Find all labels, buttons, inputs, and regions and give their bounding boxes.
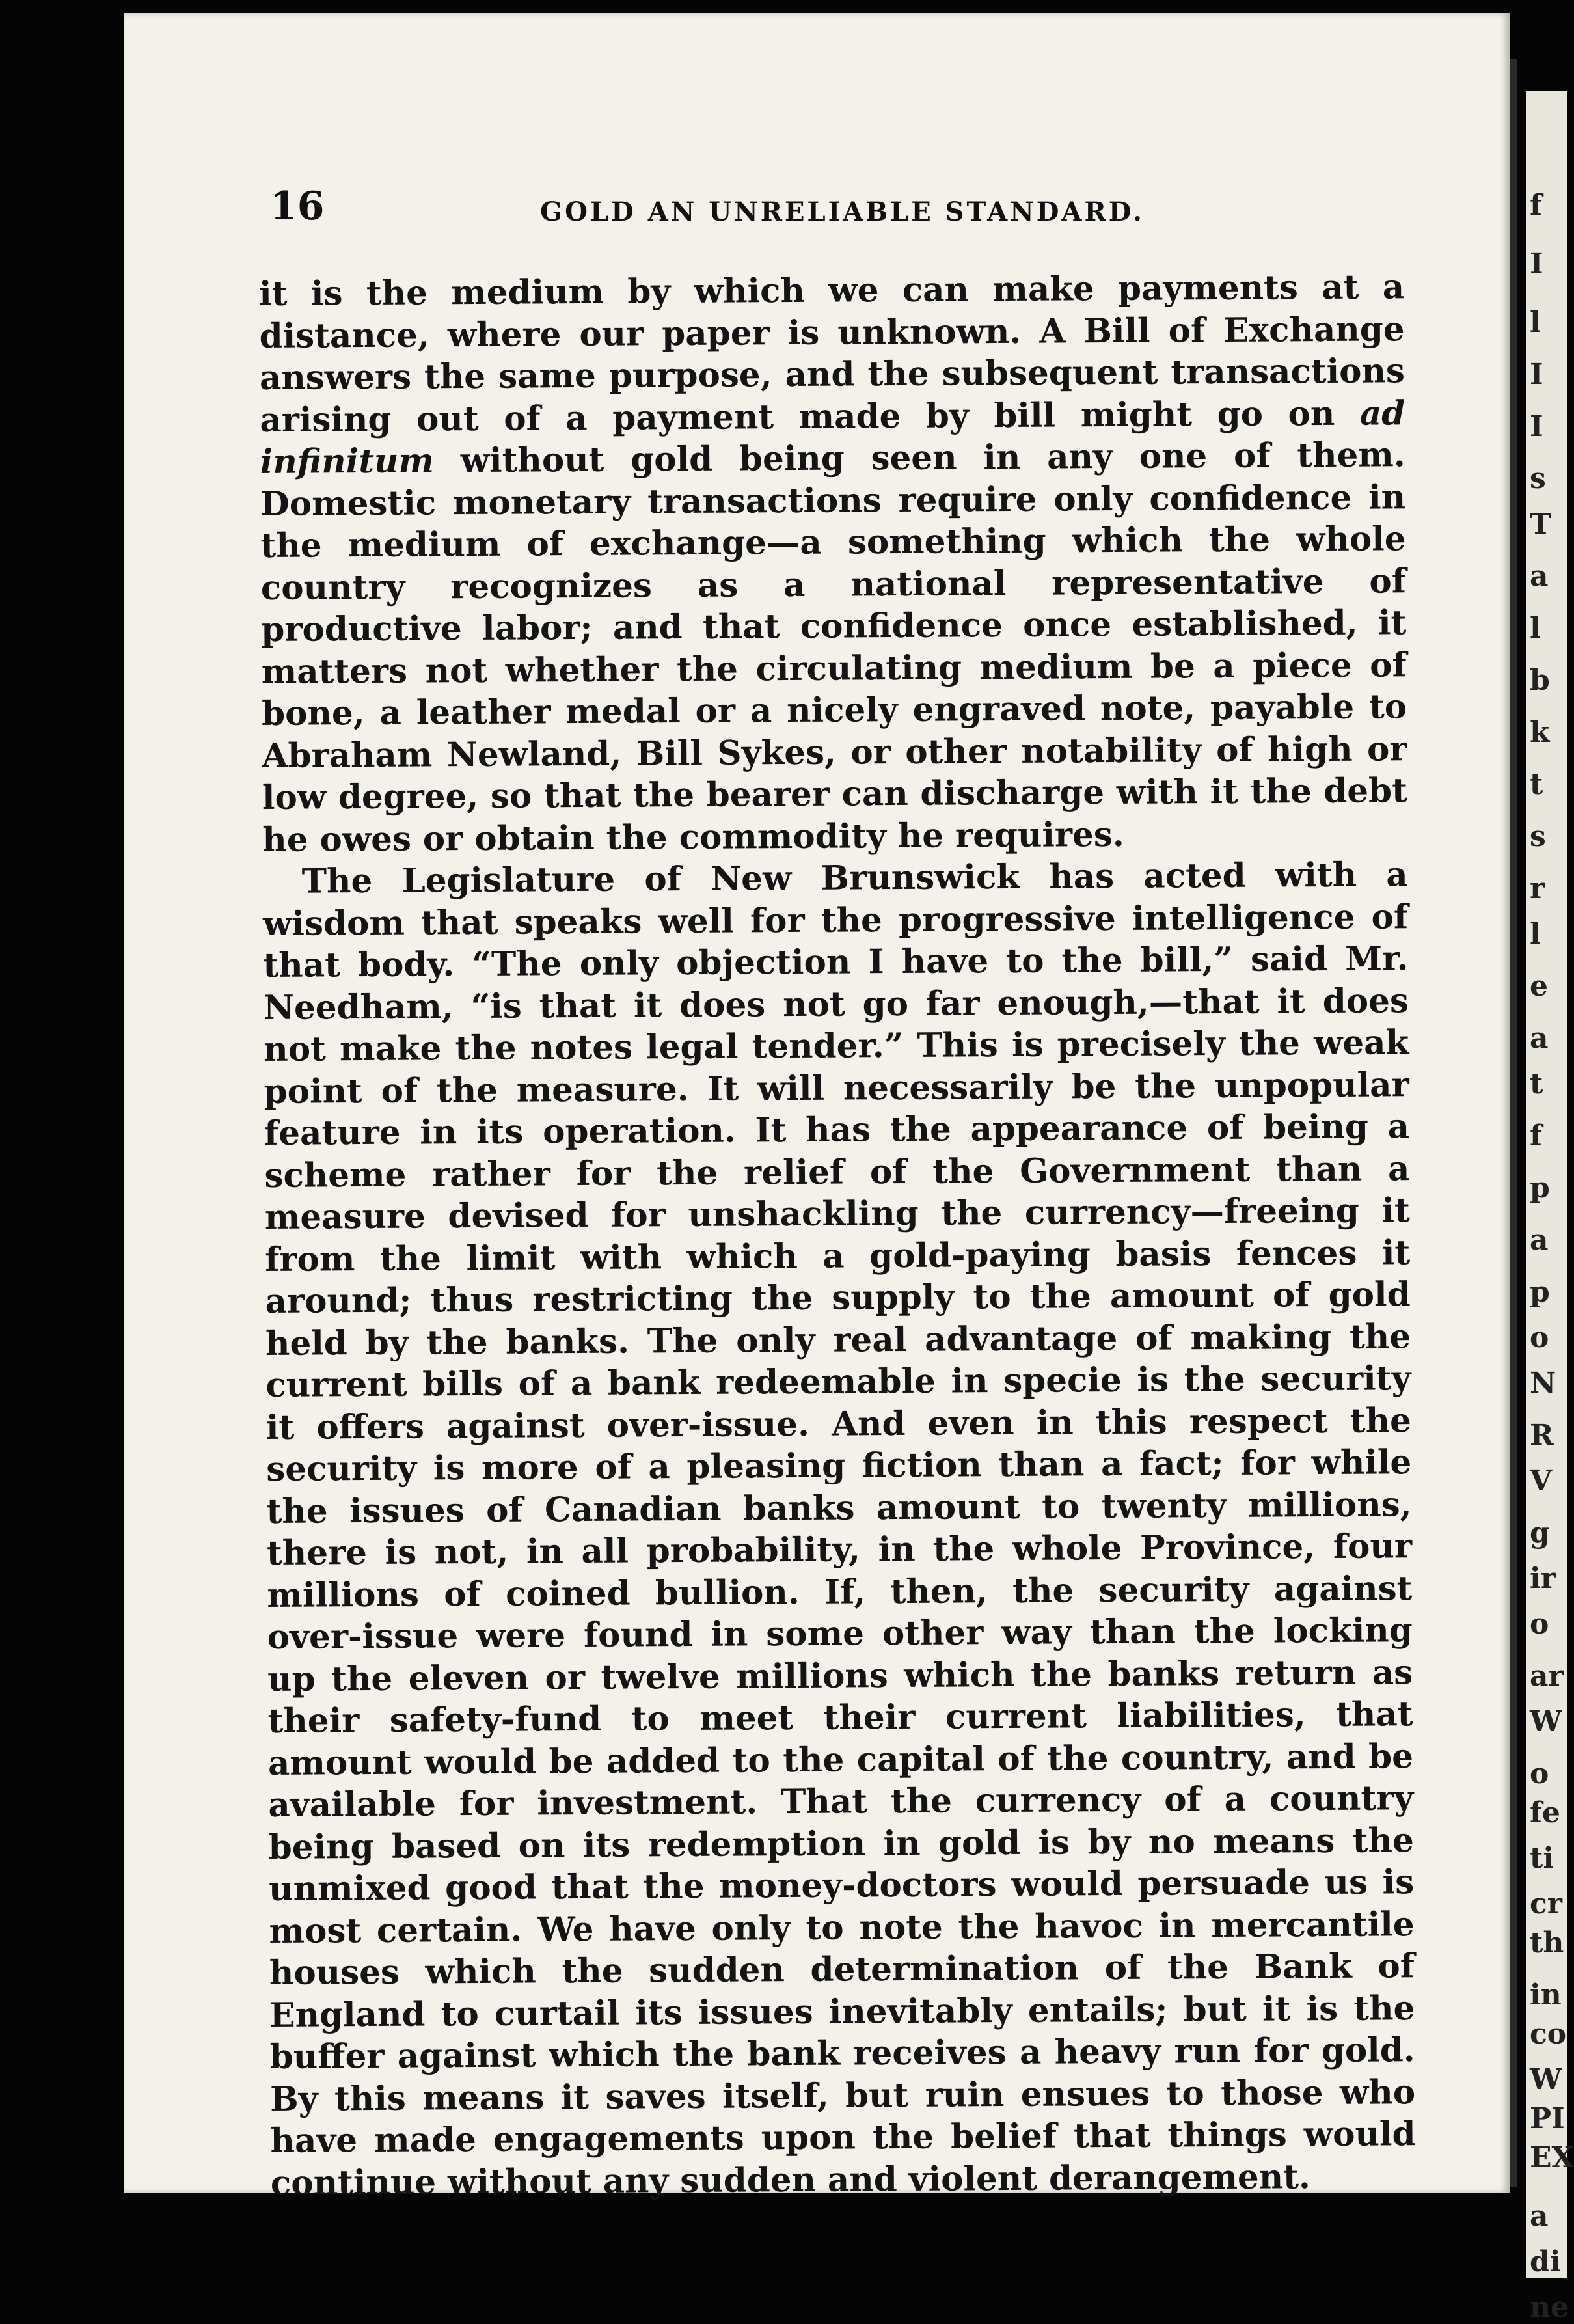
facing-page-fragment: co: [1530, 2017, 1567, 2051]
facing-page-fragment: t: [1530, 768, 1543, 801]
facing-page-fragment: o: [1530, 1321, 1549, 1354]
facing-page-fragment: V: [1530, 1464, 1553, 1497]
facing-page-fragment: p: [1530, 1171, 1550, 1205]
facing-page-fragment: a: [1530, 1022, 1549, 1055]
facing-page-fragment: b: [1530, 664, 1550, 697]
body-text: [259, 266, 1416, 2204]
text-segment: without gold being seen in any one of them. Domestic monetary transactions require only confidence in the medium of exchange—a something which the whole country recognizes as a national representative of productive labor; and that confidence once established, it matters not whether the circulating medium be a piece of bone, a leather medal or a nicely engraved note, payable to Abraham Newland, Bill Sykes, or other notability of high or low degree, so that the bearer can discharge with it the debt he owes or obtain the commodity he requires.: [260, 435, 1408, 860]
facing-page-fragment: th: [1530, 1926, 1564, 1960]
facing-page-fragment: N: [1530, 1367, 1556, 1400]
facing-page-fragment: ti: [1530, 1842, 1554, 1875]
facing-page-fragment: R: [1530, 1419, 1554, 1452]
facing-page-fragment: e: [1530, 970, 1548, 1003]
facing-page-fragment: t: [1530, 1067, 1543, 1100]
facing-page-fragment: T: [1530, 508, 1551, 541]
facing-page-fragment: l: [1530, 306, 1541, 339]
facing-page-fragment: p: [1530, 1276, 1550, 1309]
facing-page-fragment: PI: [1530, 2102, 1565, 2135]
facing-page-fragment: g: [1530, 1516, 1550, 1550]
facing-page-fragment: s: [1530, 820, 1546, 853]
facing-page-fragment: I: [1530, 410, 1543, 443]
page-number: 16: [270, 184, 325, 229]
facing-page-fragment: l: [1530, 612, 1541, 645]
facing-page-fragment: ar: [1530, 1660, 1564, 1693]
facing-page-fragment: a: [1530, 2200, 1549, 2233]
facing-page-edge: [1526, 91, 1574, 2324]
facing-page-fragment: l: [1530, 918, 1541, 951]
facing-page-fragment: W: [1530, 2063, 1562, 2096]
paragraph-new-brunswick: The Legislature of New Brunswick has acted with a wisdom that speaks well for the progressive intelligence of that body. “The only objection I have to the bill,” said Mr. Needham, “is that it does not go far enough,—that it does not make the notes legal tender.” This is precisely the weak point of the measure. It will necessarily be the unpopular feature in its operation. It has the appearance of being a scheme rather for the relief of the Government than a measure devised for unshackling the currency—freeing it from the limit with which a gold-paying basis fences it around; thus restricting the supply to the amount of gold held by the banks. The only real advantage of making the current bills of a bank redeemable in specie is the security it offers against over-issue. And even in this respect the security is more of a pleasing fiction than a fact; for while the issues of Canadian banks amount to twenty millions, there is not, in all probability, in the whole Province, four millions of coined bullion. If, then, the security against over-issue were found in some other way than the locking up the eleven or twelve millions which the banks return as their safety-fund to meet their current liabilities, that amount would be added to the capital of the country, and be available for investment. That the currency of a country being based on its redemption in gold is by no means the unmixed good that the money-doctors would persuade us is most certain. We have only to note the havoc in mercantile houses which the sudden determination of the Bank of England to curtail its issues inevitably entails; but it is the buffer against which the bank receives a heavy run for gold. By this means it saves itself, but ruin ensues to those who have made engagements upon the belief that things would continue without any sudden and violent derangement.: [262, 855, 1416, 2203]
facing-page-fragment: a: [1530, 1224, 1549, 1257]
facing-page-fragment: I: [1530, 247, 1543, 280]
facing-page-fragment: W: [1530, 1705, 1562, 1738]
facing-page-fragment: di: [1530, 2245, 1561, 2278]
facing-page-fragment: a: [1530, 560, 1549, 593]
paragraph-continued: [259, 266, 1407, 861]
facing-page-fragment: o: [1530, 1757, 1549, 1790]
facing-page-fragment: ne: [1530, 2291, 1569, 2324]
facing-page-fragment: I: [1530, 358, 1543, 391]
facing-page-fragment: o: [1530, 1607, 1549, 1641]
facing-page-fragment: cr: [1530, 1887, 1562, 1921]
facing-page-fragment: in: [1530, 1978, 1562, 2012]
facing-page-fragment: f: [1530, 189, 1542, 222]
facing-page-fragment: EX: [1530, 2141, 1574, 2174]
facing-page-fragment: f: [1530, 1119, 1542, 1153]
facing-page-fragment: fe: [1530, 1796, 1560, 1829]
facing-page-fragment: k: [1530, 716, 1550, 749]
page-gutter-shadow: [1510, 59, 1517, 2187]
facing-page-fragment: r: [1530, 872, 1545, 905]
facing-page-fragment: s: [1530, 462, 1546, 495]
running-title: GOLD AN UNRELIABLE STANDARD.: [540, 197, 1145, 227]
facing-page-fragment: ir: [1530, 1562, 1556, 1595]
running-head: [270, 171, 1422, 229]
text-segment: it is the medium by which we can make payments at a distance, where our paper is unknown. A Bill of Exchange answers the same purpose, and the subsequent transactions arising out of a payment made by bill might go on: [259, 267, 1405, 440]
latin-phrase: ad infinitum: [260, 393, 1405, 482]
